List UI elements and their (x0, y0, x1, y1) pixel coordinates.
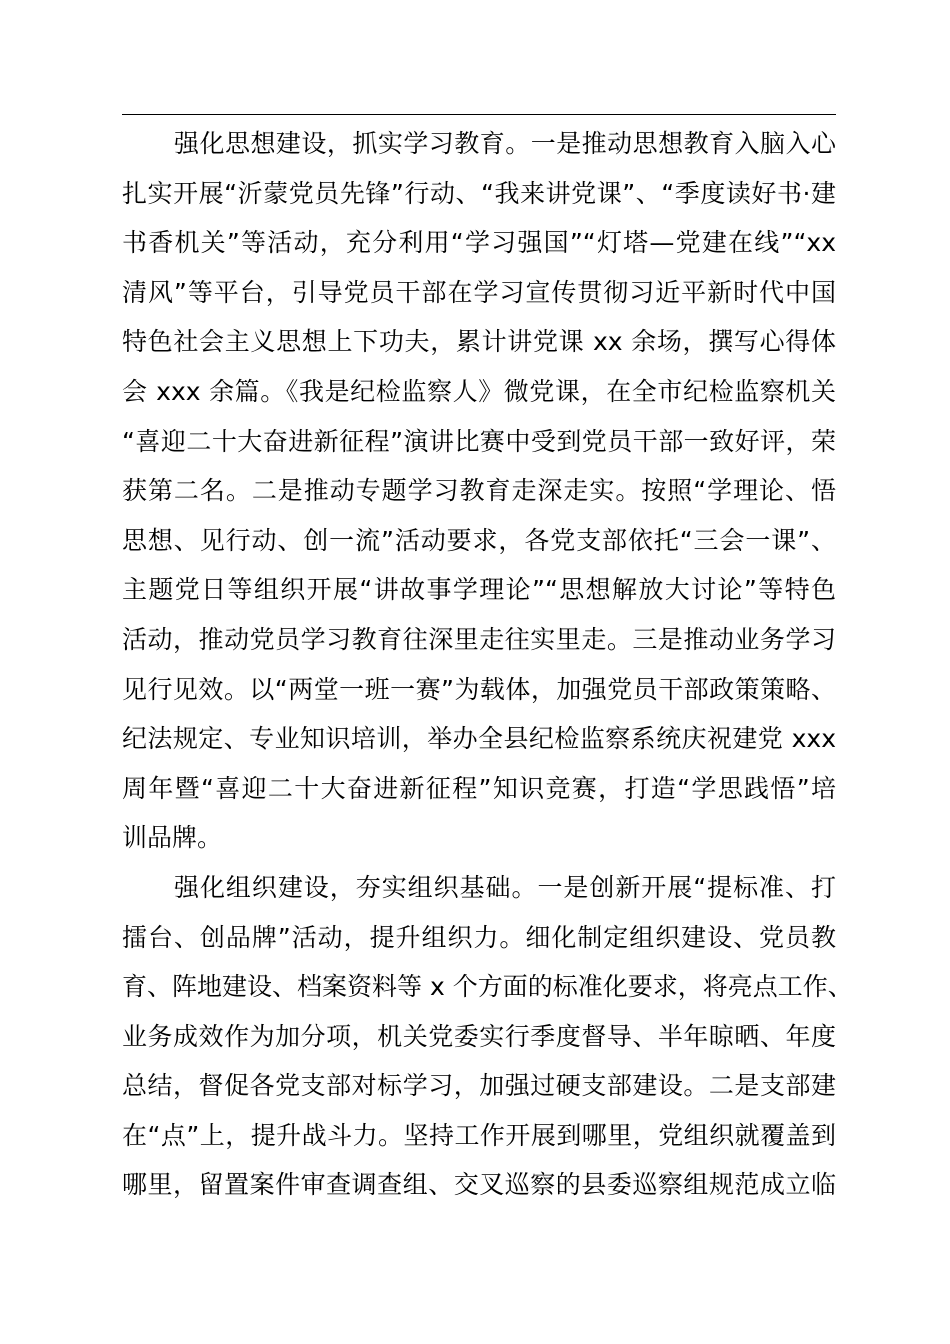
paragraph-1-line-10: 主题党日等组织开展“讲故事学理论”“思想解放大讨论”等特色 (122, 575, 836, 605)
paragraph-2-line-5: 总结，督促各党支部对标学习，加强过硬支部建设。二是支部建 (122, 1071, 836, 1101)
paragraph-1-line-11: 活动，推动党员学习教育往深里走往实里走。三是推动业务学习 (122, 624, 836, 654)
paragraph-1-line-13: 纪法规定、专业知识培训，举办全县纪检监察系统庆祝建党 xxx (122, 724, 836, 754)
paragraph-1-line-3: 书香机关”等活动，充分利用“学习强国”“灯塔—党建在线”“xx (122, 228, 836, 258)
paragraph-2-line-3: 育、阵地建设、档案资料等 x 个方面的标准化要求，将亮点工作、 (122, 972, 853, 1002)
paragraph-1-line-8: 获第二名。二是推动专题学习教育走深走实。按照“学理论、悟 (122, 476, 836, 506)
header-rule (122, 114, 836, 115)
paragraph-1-line-4: 清风”等平台，引导党员干部在学习宣传贯彻习近平新时代中国 (122, 277, 836, 307)
paragraph-2-line-2: 擂台、创品牌”活动，提升组织力。细化制定组织建设、党员教 (122, 922, 836, 952)
document-body (122, 119, 853, 1210)
paragraph-1-line-14: 周年暨“喜迎二十大奋进新征程”知识竞赛，打造“学思践悟”培 (122, 773, 836, 803)
paragraph-1-line-12: 见行见效。以“两堂一班一赛”为载体，加强党员干部政策策略、 (122, 674, 836, 704)
paragraph-1-line-9: 思想、见行动、创一流”活动要求，各党支部依托“三会一课”、 (122, 525, 836, 555)
paragraph-1-line-1: 强化思想建设，抓实学习教育。一是推动思想教育入脑入心 (174, 129, 836, 158)
paragraph-1-line-2: 扎实开展“沂蒙党员先锋”行动、“我来讲党课”、“季度读好书·建 (122, 178, 836, 208)
paragraph-1-line-6: 会 xxx 余篇。《我是纪检监察人》微党课，在全市纪检监察机关 (122, 376, 836, 406)
paragraph-2-line-1: 强化组织建设，夯实组织基础。一是创新开展“提标准、打 (174, 872, 836, 902)
paragraph-1-line-7: “喜迎二十大奋进新征程”演讲比赛中受到党员干部一致好评，荣 (122, 426, 836, 456)
paragraph-2-line-7: 哪里，留置案件审查调查组、交叉巡察的县委巡察组规范成立临 (122, 1170, 836, 1200)
paragraph-1-line-5: 特色社会主义思想上下功夫，累计讲党课 xx 余场，撰写心得体 (122, 327, 836, 357)
paragraph-1-line-15: 训品牌。 (122, 823, 223, 853)
paragraph-2-line-6: 在“点”上，提升战斗力。坚持工作开展到哪里，党组织就覆盖到 (122, 1120, 836, 1150)
paragraph-2-line-4: 业务成效作为加分项，机关党委实行季度督导、半年晾晒、年度 (122, 1021, 836, 1051)
